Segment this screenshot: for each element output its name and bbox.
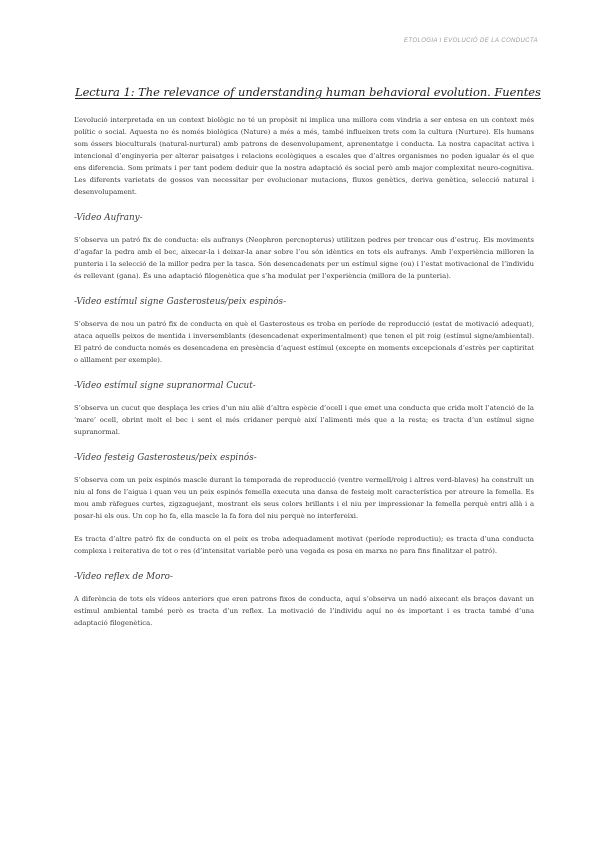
section-paragraph-gasterosteus-signe: S’observa de nou un patró fix de conducta en què el Gasterosteus es troba en període de reproducció (estat de motivació adequat), ataca aquells peixos de mentida i inversemblants (desencadenat experimentalment) que tenen el pit roig (estímul signe/ambiental). El patró de conducta només es desencadena en presència d’aquest estímul (excepte en moments excepcionals d’estrès per captiritat o aïllament per exemple). <box>74 320 534 364</box>
section-paragraph-festeig-1: S’observa com un peix espinós mascle durant la temporada de reproducció (ventre vermell/roig i altres verd-blaves) ha construït un niu al fons de l’aigua i quan veu un peix espinós femella executa una dansa de festeig molt característica per atreure la femella. Es mou amb ràfegues curtes, zigzaguejant, mostrant els seus colors brillants i el niu per impressionar la femella perquè entri allà i a posar-hi els ous. Un cop ho fa, ella mascle la fa fora del niu perquè no interfereixi. <box>74 476 534 520</box>
section-heading-gasterosteus-signe: -Video estímul signe Gasterosteus/peix espinós- <box>74 297 287 307</box>
section-heading-moro: -Video reflex de Moro- <box>74 572 173 582</box>
section-heading-festeig: -Video festeig Gasterosteus/peix espinós- <box>74 453 257 463</box>
section-paragraph-moro: A diferència de tots els vídeos anteriors que eren patrons fixos de conducta, aquí s’observa un nadó aixecant els braços davant un estímul ambiental també però es tracta d’un reflex. La motivació de l’individu aquí no és important i es tracta també d’una adaptació filogenètica. <box>74 595 534 627</box>
page-title: Lectura 1: The relevance of understanding human behavioral evolution. Fuentes <box>75 85 541 99</box>
section-paragraph-festeig-2: Es tracta d’altre patró fix de conducta on el peix es troba adequadament motivat (període reproductiu); es tracta d’una conducta complexa i reiterativa de tot o res (d’intensitat variable però una vegada es posa en marxa no para fins finalitzar el patró). <box>74 535 534 555</box>
intro-paragraph: L’evolució interpretada en un context biològic no té un propòsit ni implica una millora com vindria a ser entesa en un context més polític o social. Aquesta no és només biològica (Nature) a més a més, també influeixen trets com la cultura (Nurture). Els humans som éssers bioculturals (natural-nurtural) amb patrons de desenvolupament, aprenentatge i conducta. La nostra capacitat activa i intencional d’enginyeria per alterar paisatges i relacions ecològiques a escales que d’altres organismes no poden igualar és el que ens diferencia. Som primats i per tant podem deduir que la nostra adaptació és social però amb major complexitat neuro-cognitiva. Les diferents varietats de gossos van necessitar per evolucionar mutacions, fluxos genètics, deriva genètica, selecció natural i desenvolupament. <box>74 116 534 196</box>
section-paragraph-cucut: S’observa un cucut que desplaça les cries d’un niu aliè d’altra espècie d’ocell i que emet una conducta que crida molt l’atenció de la ‘mare’ ocell, obrint molt el bec i sent el més cridaner perquè així l’alimenti més que a la resta; es tracta d’un estímul signe supranormal. <box>74 404 534 436</box>
document-body <box>74 114 534 629</box>
section-heading-cucut: -Video estímul signe supranormal Cucut- <box>74 381 256 391</box>
section-paragraph-aufrany: S’observa un patró fix de conducta: els aufranys (Neophron percnopterus) utilitzen pedres per trencar ous d’estruç. Els moviments d’agafar la pedra amb el bec, aixecar-la i deixar-la anar sobre l’ou són idèntics en tots els aufranys. Amb l’experiència milloren la punteria i la selecció de la millor pedra per la tasca. Són desencadenats per un estímul signe (ou) i l’estat motivacional de l’individu és rellevant (gana). És una adaptació filogenètica que s’ha modulat per l’experiència (millora de la punteria). <box>74 236 534 280</box>
section-heading-aufrany: -Video Aufrany- <box>74 213 143 223</box>
running-header: ETOLOGIA I EVOLUCIÓ DE LA CONDUCTA <box>404 38 538 44</box>
